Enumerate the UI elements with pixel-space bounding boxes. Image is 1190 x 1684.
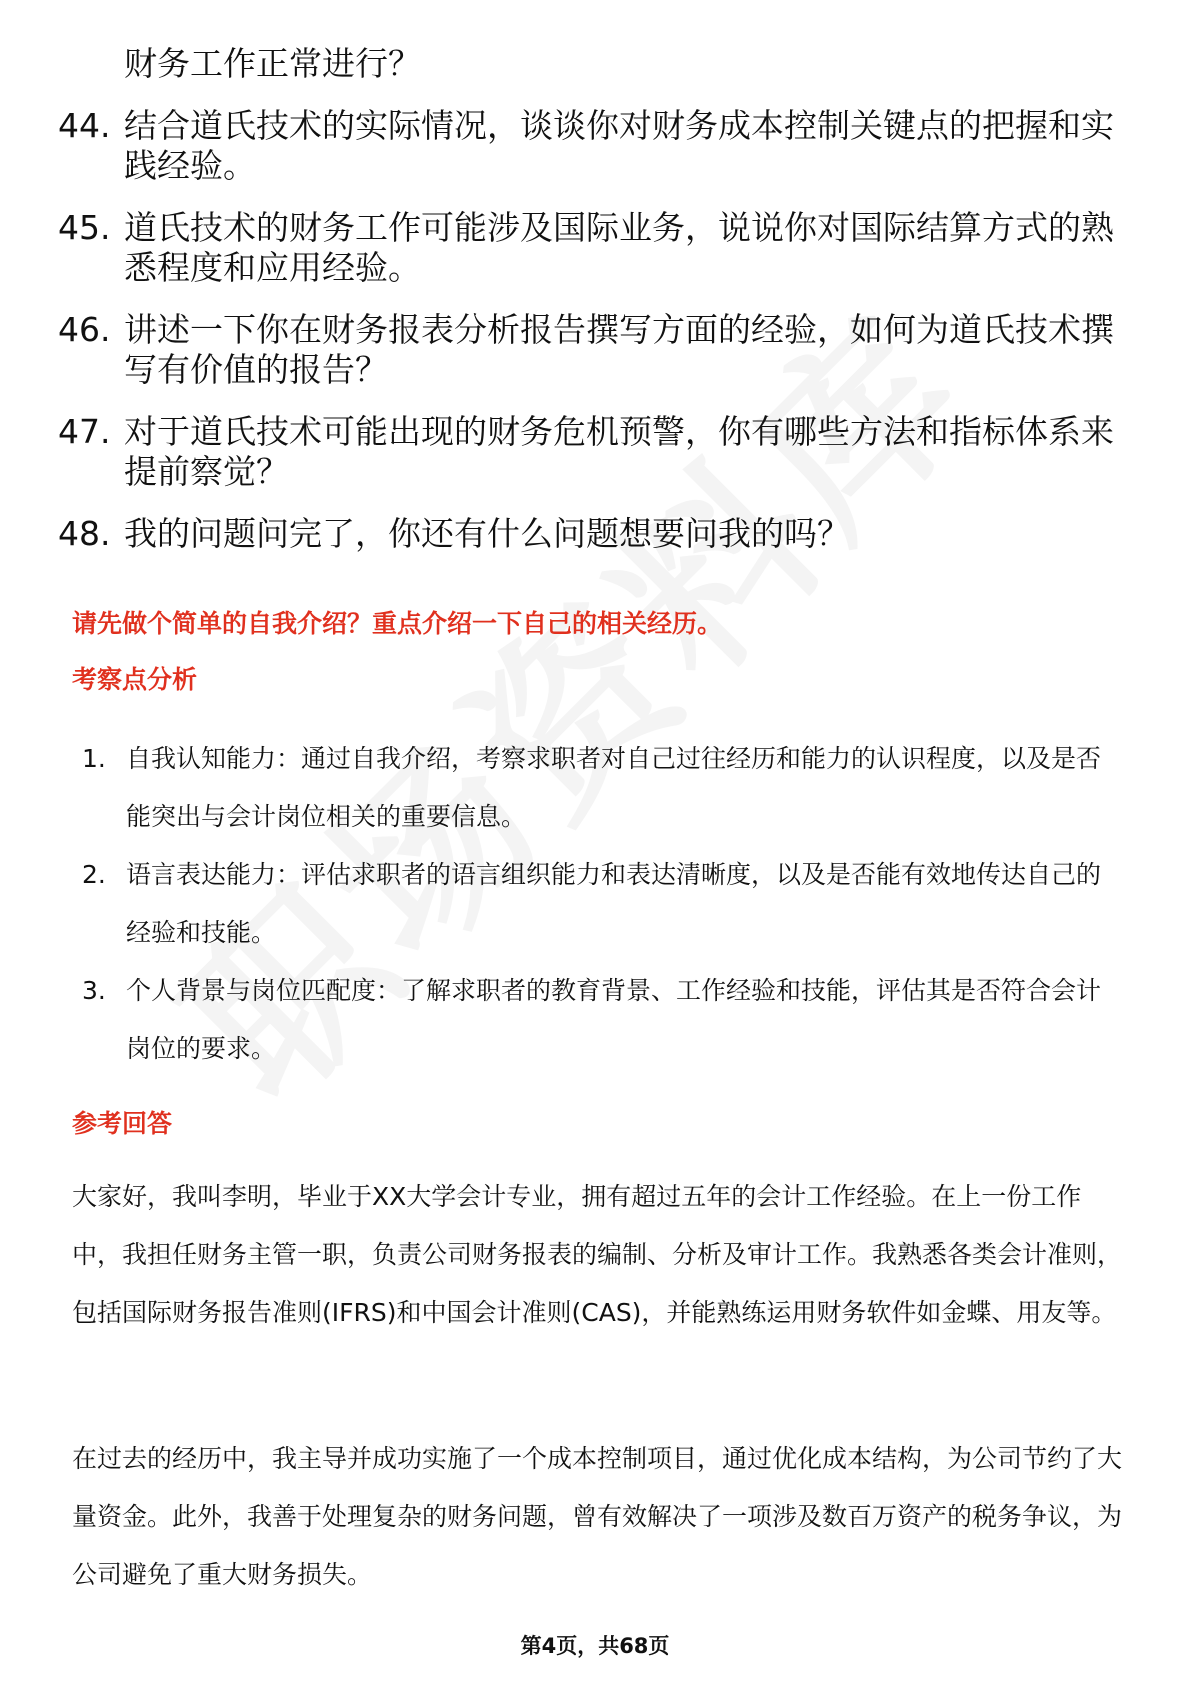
question-number: 44. bbox=[58, 106, 111, 145]
question-item bbox=[58, 106, 1118, 186]
reference-answer-heading: 参考回答 bbox=[72, 1109, 173, 1138]
analysis-text: 语言表达能力：评估求职者的语言组织能力和表达清晰度，以及是否能有效地传达自己的经验和技能。 bbox=[126, 860, 1102, 947]
answer-paragraph: 在过去的经历中，我主导并成功实施了一个成本控制项目，通过优化成本结构，为公司节约了大量资金。此外，我善于处理复杂的财务问题，曾有效解决了一项涉及数百万资产的税务争议，为公司避免了重大财务损失。 bbox=[72, 1444, 1123, 1589]
question-item bbox=[58, 310, 1118, 390]
analysis-list bbox=[82, 730, 1122, 1078]
question-text: 我的问题问完了，你还有什么问题想要问我的吗？ bbox=[124, 514, 850, 553]
analysis-text: 自我认知能力：通过自我介绍，考察求职者对自己过往经历和能力的认识程度，以及是否能突出与会计岗位相关的重要信息。 bbox=[126, 744, 1102, 831]
answer-paragraph: 大家好，我叫李明，毕业于XX大学会计专业，拥有超过五年的会计工作经验。在上一份工作中，我担任财务主管一职，负责公司财务报表的编制、分析及审计工作。我熟悉各类会计准则，包括国际财务报告准则(IFRS)和中国会计准则(CAS)，并能熟练运用财务软件如金蝶、用友等。 bbox=[72, 1182, 1123, 1327]
analysis-item bbox=[82, 730, 1122, 846]
question-text: 讲述一下你在财务报表分析报告撰写方面的经验，如何为道氏技术撰写有价值的报告？ bbox=[124, 310, 1114, 389]
analysis-number: 2. bbox=[82, 860, 106, 889]
question-number: 47. bbox=[58, 412, 111, 451]
question-text: 道氏技术的财务工作可能涉及国际业务，说说你对国际结算方式的熟悉程度和应用经验。 bbox=[124, 208, 1114, 287]
question-text: 对于道氏技术可能出现的财务危机预警，你有哪些方法和指标体系来提前察觉？ bbox=[124, 412, 1114, 491]
question-list bbox=[58, 44, 1118, 576]
analysis-number: 1. bbox=[82, 744, 106, 773]
question-number: 48. bbox=[58, 514, 111, 553]
question-number: 45. bbox=[58, 208, 111, 247]
analysis-item bbox=[82, 962, 1122, 1078]
question-text: 结合道氏技术的实际情况，谈谈你对财务成本控制关键点的把握和实践经验。 bbox=[124, 106, 1114, 185]
analysis-text: 个人背景与岗位匹配度：了解求职者的教育背景、工作经验和技能，评估其是否符合会计岗位的要求。 bbox=[126, 976, 1102, 1063]
question-number: 46. bbox=[58, 310, 111, 349]
question-item bbox=[58, 514, 1118, 554]
page-footer: 第4页，共68页 bbox=[520, 1634, 670, 1658]
question-item bbox=[58, 412, 1118, 492]
analysis-number: 3. bbox=[82, 976, 106, 1005]
question-continuation: 财务工作正常进行？ bbox=[124, 44, 421, 83]
analysis-heading: 考察点分析 bbox=[72, 665, 198, 694]
interview-question-heading: 请先做个简单的自我介绍？重点介绍一下自己的相关经历。 bbox=[72, 609, 723, 638]
analysis-item bbox=[82, 846, 1122, 962]
question-item bbox=[58, 208, 1118, 288]
